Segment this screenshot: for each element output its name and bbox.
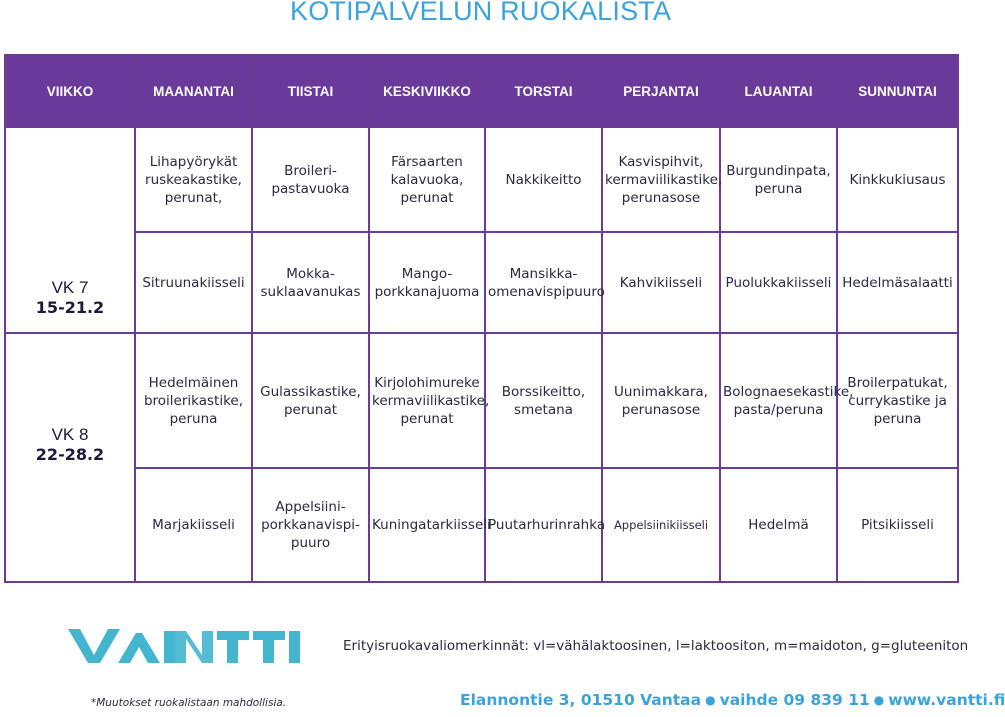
col-header-sunday: SUNNUNTAI: [837, 55, 958, 127]
main-dish-cell: Färsaarten kalavuoka, perunat: [369, 127, 485, 232]
week-8-desserts-row: [5, 468, 958, 582]
week-dates: 15-21.2: [35, 298, 105, 317]
main-dish-cell: Nakkikeitto: [485, 127, 602, 232]
dessert-cell: Kahvikiisseli: [602, 232, 720, 333]
dessert-cell: Appelsiini-porkkanavispi-puuro: [252, 468, 369, 582]
week-7-mains-row: [5, 127, 958, 232]
dessert-cell: Mansikka-omenavispipuuro: [485, 232, 602, 333]
dessert-cell: Pitsikiisseli: [837, 468, 958, 582]
diet-codes-note: Erityisruokavaliomerkinnät: vl=vähälaktoosinen, l=laktoositon, m=maidoton, g=gluteeniton: [343, 638, 969, 654]
main-dish-cell: Broileri-pastavuoka: [252, 127, 369, 232]
col-header-wednesday: KESKIVIIKKO: [369, 55, 485, 127]
main-dish-cell: Hedelmäinen broilerikastike, peruna: [135, 333, 252, 468]
main-dish-cell: Lihapyörykät ruskeakastike, perunat,: [135, 127, 252, 232]
col-header-week: VIIKKO: [5, 55, 135, 127]
main-dish-cell: Gulassikastike, perunat: [252, 333, 369, 468]
dessert-cell: Puutarhurinrahka: [485, 468, 602, 582]
dessert-cell: Hedelmä: [720, 468, 837, 582]
main-dish-cell: Broilerpatukat, currykastike ja peruna: [837, 333, 958, 468]
dessert-cell: Mokka-suklaavanukas: [252, 232, 369, 333]
col-header-monday: MAANANTAI: [135, 55, 252, 127]
week-dates: 22-28.2: [35, 445, 105, 464]
dessert-cell: Appelsiinikiisseli: [602, 468, 720, 582]
header-row: [5, 55, 958, 127]
week-label: VK 7: [51, 278, 89, 297]
dessert-cell: Marjakiisseli: [135, 468, 252, 582]
dessert-cell: Hedelmäsalaatti: [837, 232, 958, 333]
week-8-cell: [5, 333, 135, 582]
dessert-cell: Mango-porkkanajuoma: [369, 232, 485, 333]
main-dish-cell: Burgundinpata, peruna: [720, 127, 837, 232]
col-header-tuesday: TIISTAI: [252, 55, 369, 127]
address: Elannontie 3, 01510 Vantaa: [460, 691, 702, 709]
week-7-desserts-row: [5, 232, 958, 333]
page-title: KOTIPALVELUN RUOKALISTA: [290, 0, 672, 26]
week-8-mains-row: [5, 333, 958, 468]
week-label: VK 8: [51, 425, 89, 444]
phone: vaihde 09 839 11: [719, 691, 870, 709]
dessert-cell: Kuningatarkiisseli: [369, 468, 485, 582]
vantti-logo: [66, 625, 302, 665]
col-header-thursday: TORSTAI: [485, 55, 602, 127]
website-link[interactable]: www.vantti.fi: [888, 691, 1005, 709]
main-dish-cell: Borssikeitto, smetana: [485, 333, 602, 468]
col-header-friday: PERJANTAI: [602, 55, 720, 127]
changes-note: *Muutokset ruokalistaan mahdollisia.: [91, 697, 287, 709]
main-dish-cell: Kirjolohimureke kermaviilikastike, perunat: [369, 333, 485, 468]
main-dish-cell: Bolognaesekastike, pasta/peruna: [720, 333, 837, 468]
main-dish-cell: Kinkkukiusaus: [837, 127, 958, 232]
col-header-saturday: LAUANTAI: [720, 55, 837, 127]
bullet-icon: ●: [873, 693, 885, 707]
contact-line: [460, 691, 1005, 709]
menu-table: [4, 54, 959, 583]
bullet-icon: ●: [705, 693, 716, 707]
week-7-cell: [5, 127, 135, 333]
dessert-cell: Puolukkakiisseli: [720, 232, 837, 333]
main-dish-cell: Kasvispihvit, kermaviilikastike, perunasose: [602, 127, 720, 232]
main-dish-cell: Uunimakkara, perunasose: [602, 333, 720, 468]
dessert-cell: Sitruunakiisseli: [135, 232, 252, 333]
